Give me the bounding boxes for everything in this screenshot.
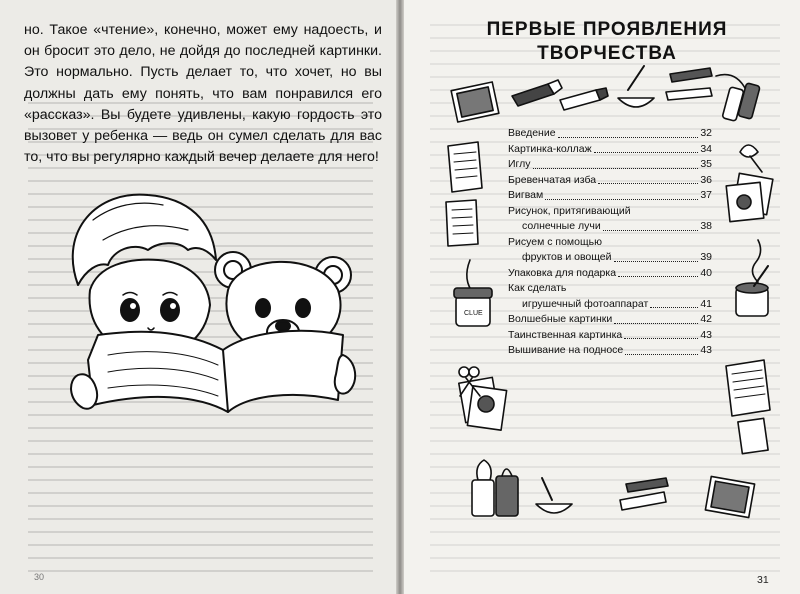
glue-tube-icon bbox=[512, 80, 562, 106]
toc-leader-dots bbox=[625, 354, 698, 355]
toc-item[interactable] bbox=[508, 235, 712, 266]
toc-item-title: Иглу bbox=[508, 158, 531, 170]
book-gutter bbox=[396, 0, 404, 594]
toc-leader-dots bbox=[650, 307, 698, 308]
toc-item-title-line-1: Рисунок, притягивающий bbox=[508, 204, 631, 217]
toc-page-number: 32 bbox=[700, 127, 712, 139]
toc-leader-dots bbox=[545, 199, 698, 200]
string-squiggle bbox=[752, 240, 760, 282]
toc-item-title: Таинственная картинка bbox=[508, 328, 623, 341]
toc-page-number: 35 bbox=[700, 158, 712, 170]
right-page-number: 31 bbox=[757, 574, 769, 586]
toc-leader-dots bbox=[614, 261, 699, 262]
bottles-icon bbox=[722, 83, 760, 121]
paper-stack-icon bbox=[726, 173, 773, 221]
toc-item[interactable] bbox=[508, 281, 712, 312]
toc-item[interactable] bbox=[508, 328, 712, 344]
toc-item-title: Картинка-коллаж bbox=[508, 142, 592, 155]
toc-item[interactable] bbox=[508, 142, 712, 158]
toc-page-number: 42 bbox=[700, 313, 712, 325]
toc-page-number: 43 bbox=[700, 328, 712, 341]
ribbon-scissors-icon bbox=[740, 145, 762, 172]
toc-item-title-line-1: Как сделать bbox=[508, 282, 567, 294]
toc-item-title: игрушечный фотоаппарат bbox=[522, 297, 649, 310]
toc-leader-dots bbox=[558, 137, 699, 138]
table-of-contents bbox=[508, 126, 712, 359]
toc-item-title: Вышивание на подносе bbox=[508, 344, 624, 356]
toc-leader-dots bbox=[598, 183, 698, 184]
paper-stack-icon bbox=[459, 377, 507, 430]
section-title-line-1: ПЕРВЫЕ ПРОЯВЛЕНИЯ bbox=[486, 19, 728, 40]
toc-item[interactable] bbox=[508, 157, 712, 173]
child-reading-book-illustration bbox=[38, 150, 368, 420]
toc-page-number: 36 bbox=[700, 173, 712, 186]
toc-leader-dots bbox=[594, 152, 699, 153]
section-title bbox=[442, 18, 772, 66]
left-page-number: 30 bbox=[34, 572, 45, 582]
framed-picture-icon bbox=[451, 82, 499, 122]
bowl-with-brush-icon bbox=[618, 66, 654, 107]
toc-leader-dots bbox=[614, 323, 698, 324]
toc-page-number: 34 bbox=[700, 142, 712, 155]
toc-leader-dots bbox=[603, 230, 699, 231]
toc-leader-dots bbox=[533, 168, 699, 169]
toc-item[interactable] bbox=[508, 188, 712, 204]
toc-item[interactable] bbox=[508, 266, 712, 282]
toc-item[interactable] bbox=[508, 126, 712, 142]
toc-item[interactable] bbox=[508, 173, 712, 189]
toc-item-title-line-1: Рисуем с помощью bbox=[508, 235, 602, 248]
toc-leader-dots bbox=[624, 338, 698, 339]
toc-item[interactable] bbox=[508, 312, 712, 328]
toc-page-number: 43 bbox=[700, 344, 712, 356]
newspaper-icon bbox=[448, 142, 482, 192]
section-title-line-2: ТВОРЧЕСТВА bbox=[537, 43, 677, 64]
toc-item-title: фруктов и овощей bbox=[522, 251, 612, 263]
toc-item-title: Бревенчатая изба bbox=[508, 173, 597, 186]
newspaper-icon bbox=[446, 200, 478, 246]
toc-page-number: 41 bbox=[700, 297, 712, 310]
jar-label: CLUE bbox=[464, 310, 483, 317]
toc-page-number: 39 bbox=[700, 251, 712, 263]
toc-item-title: Волшебные картинки bbox=[508, 313, 613, 325]
toc-item[interactable] bbox=[508, 204, 712, 235]
paint-tube-icon bbox=[560, 88, 608, 110]
toc-item-title: Введение bbox=[508, 127, 556, 139]
paint-tubes-icon bbox=[620, 478, 668, 510]
left-page bbox=[0, 0, 396, 594]
toc-item-title: Вигвам bbox=[508, 189, 544, 201]
toc-item[interactable] bbox=[508, 343, 712, 359]
toc-leader-dots bbox=[618, 276, 698, 277]
toc-page-number: 38 bbox=[700, 220, 712, 232]
glue-jar-icon bbox=[454, 288, 492, 326]
toc-page-number: 40 bbox=[700, 266, 712, 279]
toc-item-title: Упаковка для подарка bbox=[508, 266, 617, 279]
toc-item-title: солнечные лучи bbox=[522, 220, 601, 232]
paint-bowl-icon bbox=[536, 478, 572, 513]
toc-page-number: 37 bbox=[700, 189, 712, 201]
glue-bottles-icon bbox=[472, 460, 518, 516]
picture-card-icon bbox=[738, 418, 768, 453]
newspaper-icon bbox=[726, 360, 770, 416]
framed-picture-icon bbox=[705, 476, 754, 517]
left-page-paragraph: но. Такое «чтение», конечно, может ему надоесть, и он бросит это дело, не дойдя до последней картинки. Это нормально. Пусть делает то, что хочет, но вы должны дать ему понять, что вам понравился его «рассказ». Вы будете удивлены, какую гордость это вызовет у ребенка — ведь он сумел сделать для вас то, что вы регулярно каждый вечер делаете для него! bbox=[24, 22, 382, 166]
